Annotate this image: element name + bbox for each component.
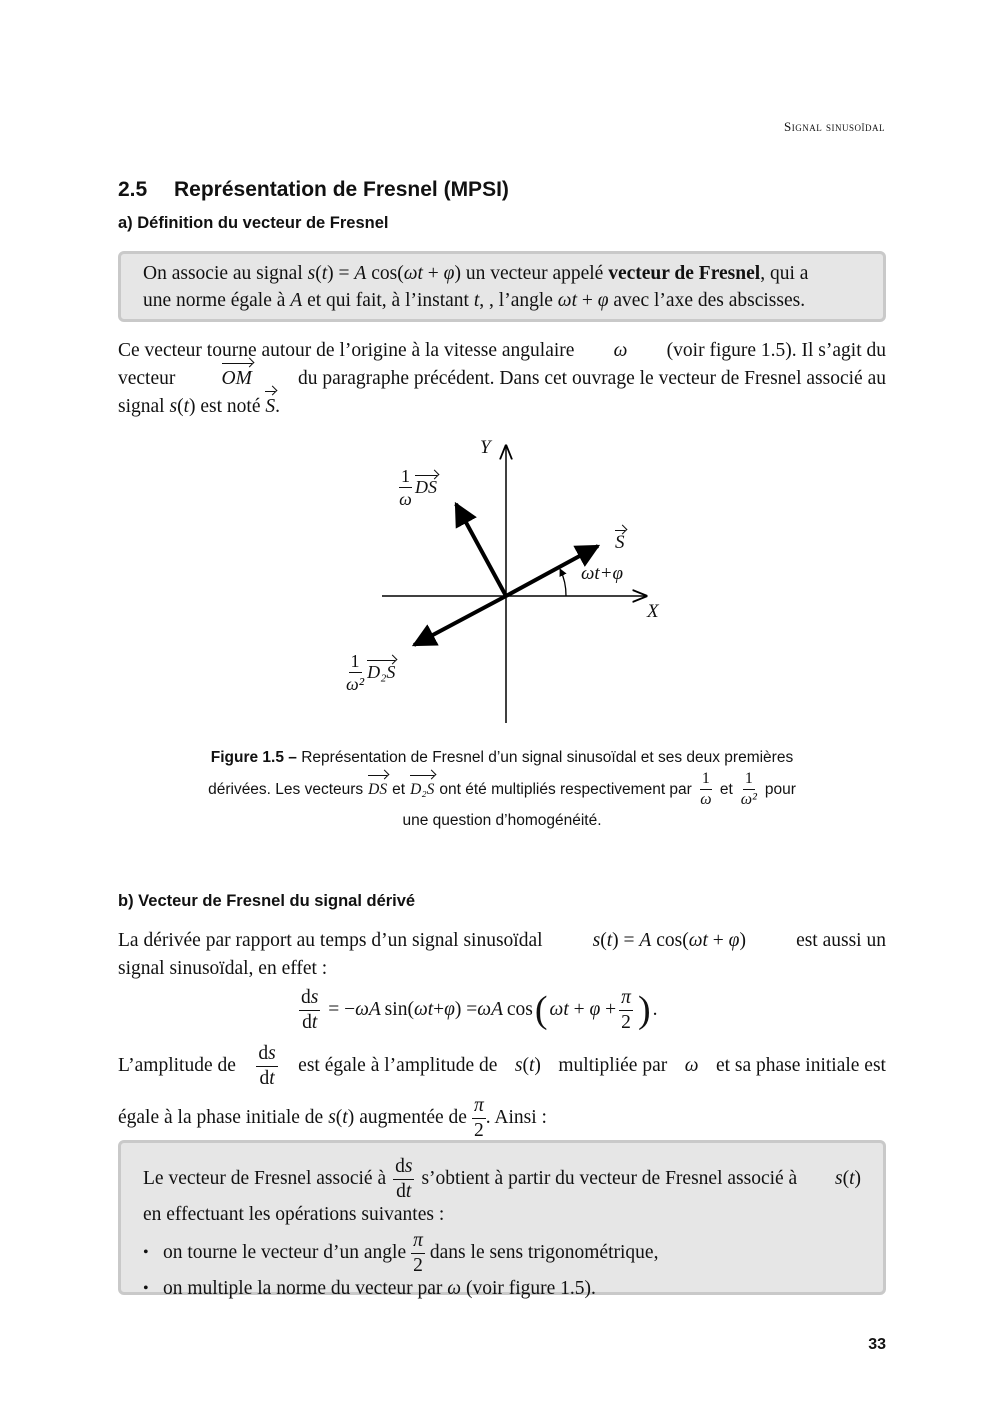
definition-line-2: une norme égale à A et qui fait, à l’instant t, , l’angle ωt + φ avec l’axe des abscisses. — [143, 290, 806, 311]
label-d2s: $\frac{1}{\text{ω²}}$ D₂S — [346, 651, 396, 694]
subsection-b-label: b) — [118, 892, 134, 910]
subsection-b-heading — [118, 892, 415, 911]
vector-s: S — [265, 393, 275, 421]
bullet-rotate: • on tourne le vecteur d’un angle $\frac{\pi}{2}$ dans le sens trigonométrique, — [143, 1230, 659, 1276]
subsection-a-title: Définition du vecteur de Fresnel — [137, 214, 389, 232]
x-axis-label: X — [647, 601, 659, 622]
label-angle: ωt+φ — [581, 563, 624, 584]
subsection-a-label: a) — [118, 214, 133, 232]
vector-ds-arrow — [456, 504, 506, 596]
section-title-text: Représentation de Fresnel (MPSI) — [174, 178, 509, 201]
bullet-multiply: • on multiple la norme du vecteur par ω (voir figure 1.5). — [143, 1278, 596, 1299]
vector-om: OM — [222, 365, 252, 393]
page-number: 33 — [868, 1336, 886, 1353]
label-s: S — [615, 532, 625, 553]
property-box: Le vecteur de Fresnel associé à $\frac{ds}{dt}$ s’obtient à partir du vecteur de Fresnel associé à s(t) en effectuant les opérations suivantes : • on tourne le vecteur d’un angle $\frac{\pi}{2}$ dans le sens trigonométrique, • on multiple la norme du vecteur par ω (voir figure 1.5). — [118, 1140, 886, 1295]
paragraph-derivative: La dérivée par rapport au temps d’un signal sinusoïdal s(t) = A cos(ωt + φ) est aussi un signal sinusoïdal, en effet : — [118, 930, 886, 979]
definition-line-1: On associe au signal s(t) = A cos(ωt + φ) un vecteur appelé vecteur de Fresnel, qui a — [143, 263, 809, 284]
y-axis-label: Y — [480, 437, 491, 458]
caption-figure-number: Figure 1.5 — [210, 749, 284, 766]
term-fresnel-vector: vecteur de Fresnel — [608, 263, 761, 284]
definition-box — [118, 251, 886, 322]
subsection-b-title: Vecteur de Fresnel du signal dérivé — [138, 892, 416, 910]
paragraph-rotation: Ce vecteur tourne autour de l’origine à la vitesse angulaire ω (voir figure 1.5). Il s’agit du vecteur OM du paragraphe précédent. Dans cet ouvrage le vecteur de Fresnel associé au signal s(t) est noté S. — [118, 337, 886, 421]
derivative-equation: $\frac{ds}{dt}$ = − ωA sin( ωt + φ ) = ωA cos ( ωt + φ + $\frac{\pi}{2}$ ) . — [301, 987, 658, 1033]
vector-d2s-arrow — [414, 596, 506, 645]
angle-arc — [560, 569, 566, 596]
figure-caption: Figure 1.5 – Représentation de Fresnel d’un signal sinusoïdal et ses deux premières dérivées. Les vecteurs DS et D₂S ont été multipliés respectivement par $\frac{1}{\omega}$ et $\frac{1}{\text{ω²}}$ pour une question d’homogénéité. — [208, 749, 796, 829]
section-number: 2.5 — [118, 178, 148, 201]
label-ds: $\frac{1}{\omega}$ DS — [399, 466, 437, 509]
paragraph-amplitude: L’amplitude de $\frac{ds}{dt}$ est égale à l’amplitude de s(t) multipliée par ω et sa phase initiale est égale à la phase initiale de s(t) augmentée de $\frac{\pi}{2}$ . Ainsi : — [118, 1043, 886, 1141]
subsection-a-heading — [118, 214, 388, 233]
section-title — [118, 178, 509, 202]
running-header: Signal sinusoïdal — [784, 119, 885, 134]
